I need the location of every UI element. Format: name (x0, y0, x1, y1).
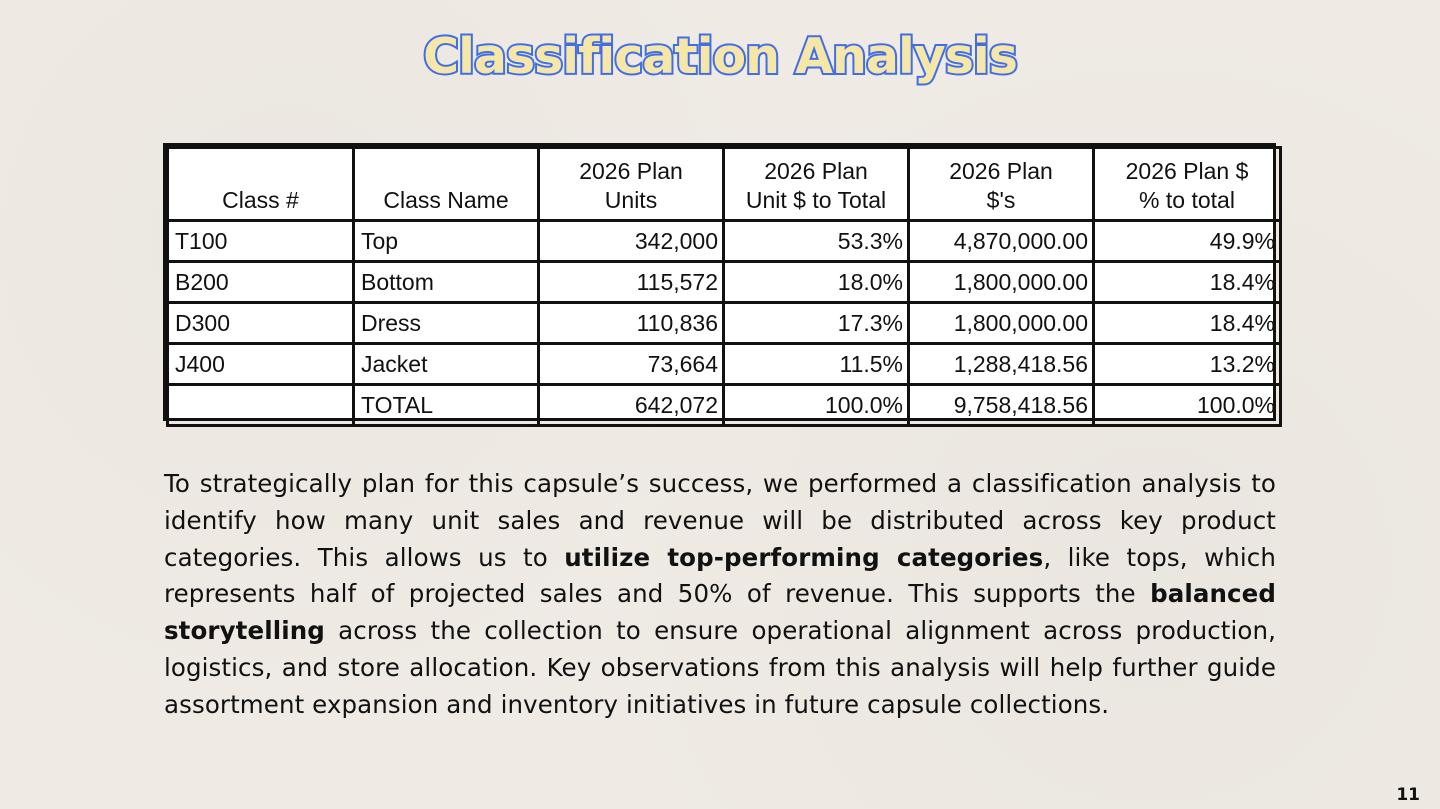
data-table (166, 146, 1282, 427)
cell-dollars: 1,800,000.00 (909, 262, 1094, 303)
table-row (168, 262, 1281, 303)
paragraph-text: across the collection to ensure operational alignment across production, logistics, and store allocation. Key observations from this analysis will help further guide assortment expansion and inventory initiatives in future capsule collections. (164, 616, 1276, 719)
cell-class-name: Top (354, 221, 539, 262)
cell-units: 115,572 (539, 262, 724, 303)
cell-class-name: Jacket (354, 344, 539, 385)
table-row (168, 344, 1281, 385)
cell-dollars: 1,288,418.56 (909, 344, 1094, 385)
cell-class-number (168, 385, 354, 426)
cell-class-number: D300 (168, 303, 354, 344)
cell-dollars: 9,758,418.56 (909, 385, 1094, 426)
header-plan-units: 2026 Plan Units (539, 148, 724, 221)
table-row (168, 303, 1281, 344)
table-header-row (168, 148, 1281, 221)
cell-dollar-pct: 18.4% (1094, 303, 1281, 344)
header-class-name: Class Name (354, 148, 539, 221)
cell-class-name: Dress (354, 303, 539, 344)
cell-units: 342,000 (539, 221, 724, 262)
header-plan-dollars: 2026 Plan $'s (909, 148, 1094, 221)
cell-unit-pct: 17.3% (724, 303, 909, 344)
cell-dollars: 1,800,000.00 (909, 303, 1094, 344)
header-class-number: Class # (168, 148, 354, 221)
classification-table (163, 143, 1276, 421)
analysis-paragraph (164, 466, 1276, 724)
cell-dollar-pct: 49.9% (1094, 221, 1281, 262)
paragraph-text: , like tops, which represents half of projected sales and 50% of revenue. This supports the (164, 542, 1276, 609)
cell-dollar-pct: 13.2% (1094, 344, 1281, 385)
cell-unit-pct: 53.3% (724, 221, 909, 262)
cell-units: 110,836 (539, 303, 724, 344)
header-plan-unit-pct: 2026 Plan Unit $ to Total (724, 148, 909, 221)
cell-class-name: TOTAL (354, 385, 539, 426)
page-number: 11 (1396, 785, 1420, 805)
cell-class-number: B200 (168, 262, 354, 303)
header-plan-dollar-pct: 2026 Plan $ % to total (1094, 148, 1281, 221)
cell-units: 642,072 (539, 385, 724, 426)
cell-units: 73,664 (539, 344, 724, 385)
paragraph-bold-text: balanced storytelling (164, 579, 1276, 646)
cell-dollars: 4,870,000.00 (909, 221, 1094, 262)
cell-dollar-pct: 18.4% (1094, 262, 1281, 303)
table-row (168, 221, 1281, 262)
table-total-row (168, 385, 1281, 426)
cell-class-name: Bottom (354, 262, 539, 303)
cell-unit-pct: 100.0% (724, 385, 909, 426)
paragraph-text: To strategically plan for this capsule’s success, we performed a classification analysis to identify how many unit sales and revenue will be distributed across key product categories. This allows us to (164, 469, 1276, 572)
cell-class-number: J400 (168, 344, 354, 385)
paragraph-bold-text: utilize top-performing categories (564, 542, 1044, 572)
cell-class-number: T100 (168, 221, 354, 262)
cell-unit-pct: 11.5% (724, 344, 909, 385)
cell-dollar-pct: 100.0% (1094, 385, 1281, 426)
cell-unit-pct: 18.0% (724, 262, 909, 303)
page-title: Classification Analysis (423, 28, 1017, 85)
